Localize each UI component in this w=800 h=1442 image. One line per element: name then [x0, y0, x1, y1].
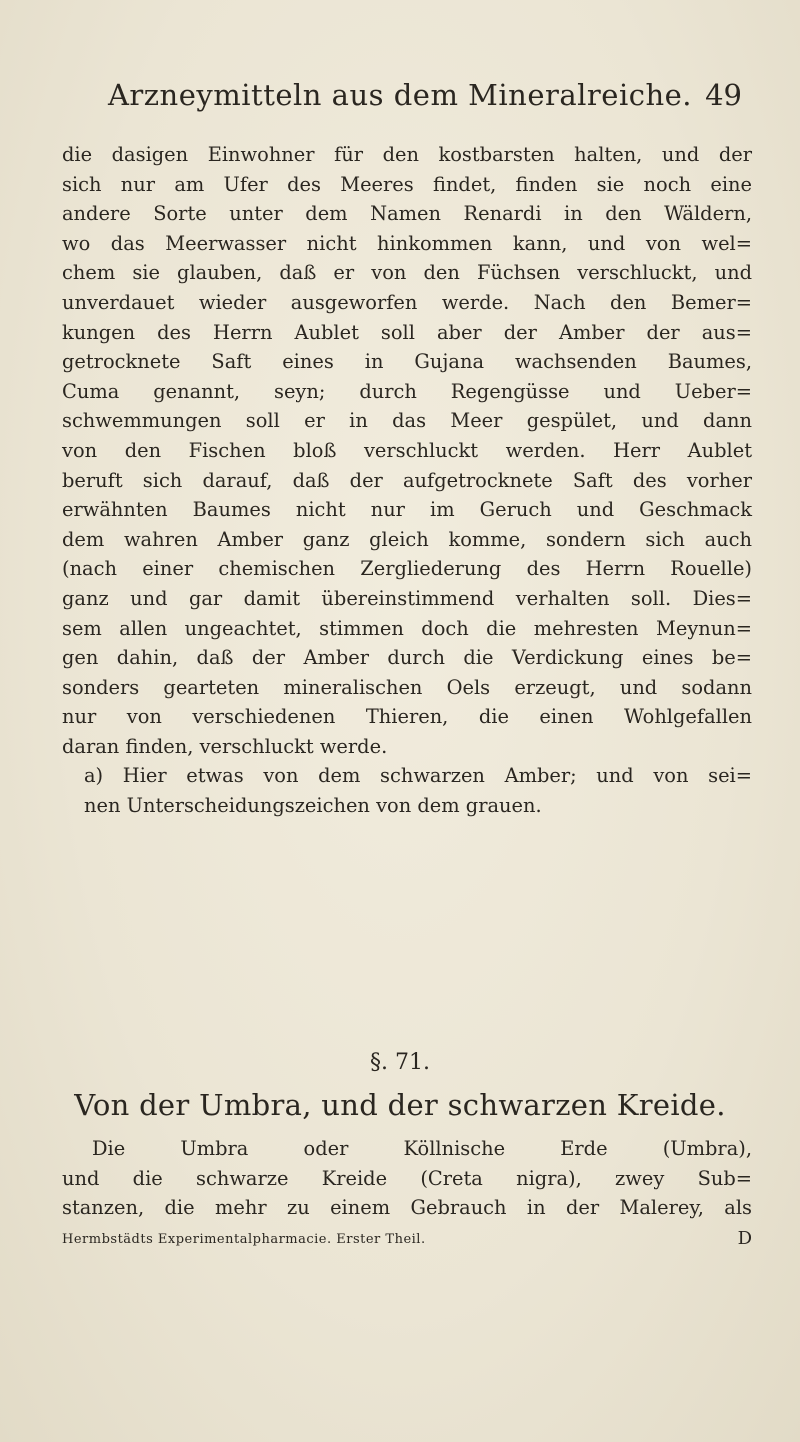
- text-line: von den Fischen bloß verschluckt werden. Herr Aublet: [62, 438, 752, 462]
- text-line: unverdauet wieder ausgeworfen werde. Nach den Bemer=: [62, 290, 752, 314]
- running-title: Arzneymitteln aus dem Mineralreiche.: [107, 78, 693, 112]
- footnote-line: a) Hier etwas von dem schwarzen Amber; und von sei=: [84, 764, 752, 788]
- text-line: und die schwarze Kreide (Creta nigra), zwey Sub=: [62, 1166, 752, 1190]
- text-line: andere Sorte unter dem Namen Renardi in den Wäldern,: [62, 202, 752, 226]
- text-line: die dasigen Einwohner für den kostbarsten halten, und der: [62, 143, 752, 166]
- footnote-line: nen Unterscheidungszeichen von dem grauen.: [84, 794, 542, 818]
- text-line: dem wahren Amber ganz gleich komme, sondern sich auch: [62, 527, 752, 551]
- text-line: nur von verschiedenen Thieren, die einen Wohlgefallen: [62, 705, 752, 729]
- text-line: sonders gearteten mineralischen Oels erzeugt, und sodann: [62, 675, 752, 699]
- section-text: [62, 1134, 752, 1223]
- text-line: kungen des Herrn Aublet soll aber der Amber der aus=: [62, 320, 752, 344]
- text-line: Die Umbra oder Köllnische Erde (Umbra),: [92, 1137, 752, 1160]
- text-line: schwemmungen soll er in das Meer gespület, und dann: [62, 409, 752, 433]
- footer-signature-line: Hermbstädts Experimentalpharmacie. Erster Theil.: [62, 1232, 426, 1247]
- text-line: ganz und gar damit übereinstimmend verhalten soll. Dies=: [62, 586, 752, 610]
- text-line: beruft sich darauf, daß der aufgetrocknete Saft des vorher: [62, 468, 752, 492]
- text-line: chem sie glauben, daß er von den Füchsen verschluckt, und: [62, 261, 752, 285]
- text-line: wo das Meerwasser nicht hinkommen kann, und von wel=: [62, 231, 752, 255]
- text-line: getrocknete Saft eines in Gujana wachsenden Baumes,: [62, 350, 752, 374]
- text-line: daran finden, verschluckt werde.: [62, 734, 388, 758]
- section-number: §. 71.: [370, 1050, 430, 1075]
- text-line: sem allen ungeachtet, stimmen doch die mehresten Meynun=: [62, 616, 752, 640]
- text-line: sich nur am Ufer des Meeres findet, finden sie noch eine: [62, 172, 752, 196]
- text-line: gen dahin, daß der Amber durch die Verdickung eines be=: [62, 646, 752, 670]
- text-line: stanzen, die mehr zu einem Gebrauch in der Malerey, als: [62, 1196, 752, 1220]
- page-number: 49: [705, 78, 742, 112]
- text-line: Cuma genannt, seyn; durch Regengüsse und Ueber=: [62, 379, 752, 403]
- text-line: (nach einer chemischen Zergliederung des Herrn Rouelle): [62, 557, 752, 581]
- body-text: [62, 140, 752, 821]
- text-line: erwähnten Baumes nicht nur im Geruch und Geschmack: [62, 498, 752, 522]
- sheet-signature: D: [737, 1228, 752, 1249]
- page-header: [0, 78, 800, 128]
- section-heading: Von der Umbra, und der schwarzen Kreide.: [74, 1088, 726, 1122]
